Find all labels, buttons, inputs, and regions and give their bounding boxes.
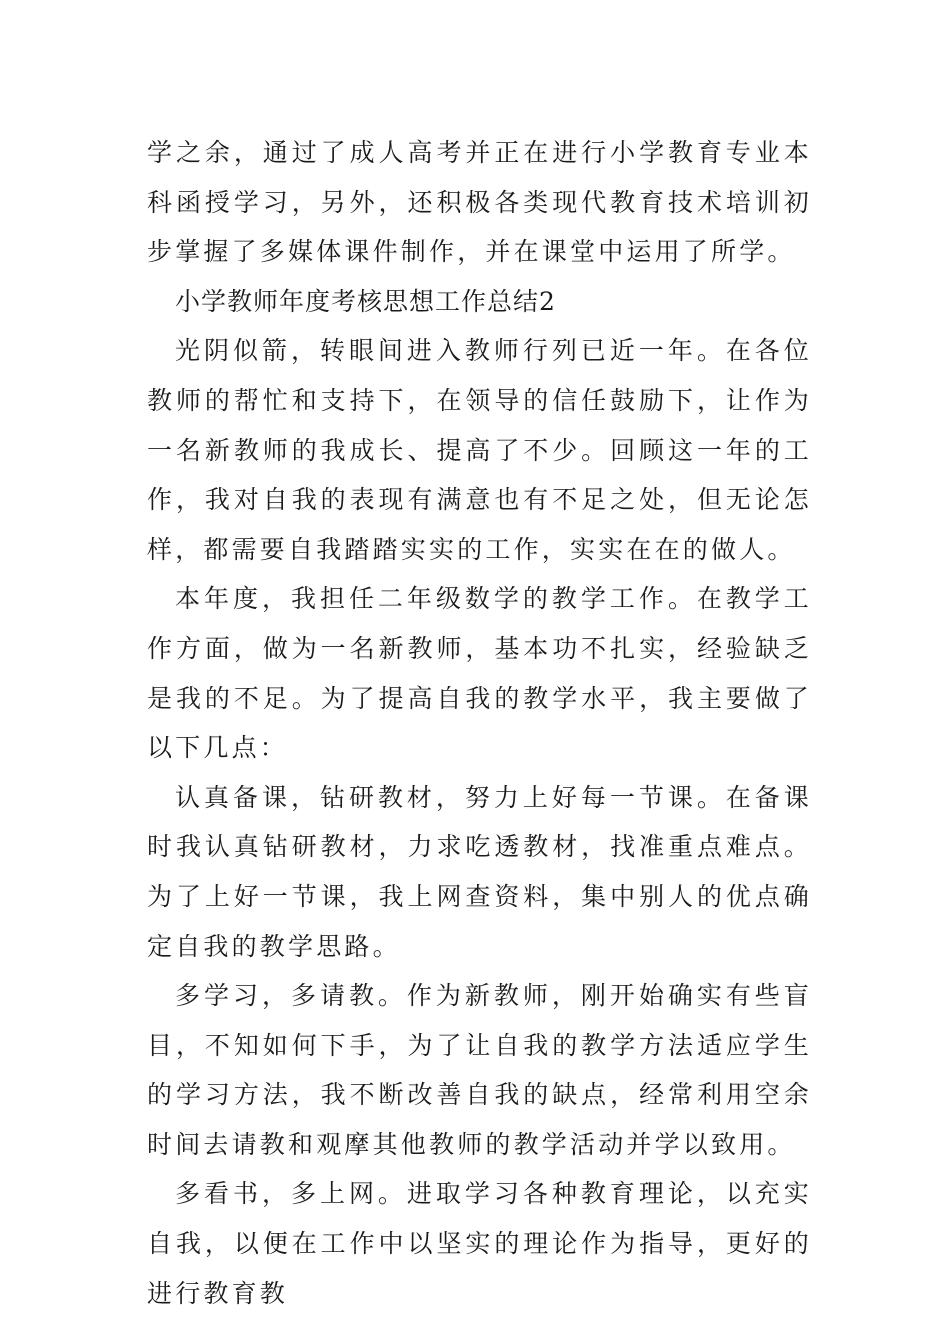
paragraph-intro: 光阴似箭，转眼间进入教师行列已近一年。在各位教师的帮忙和支持下，在领导的信任鼓励下，让作为一名新教师的我成长、提高了不少。回顾这一年的工作，我对自我的表现有满意也有不足之处，但无论怎样，都需要自我踏踏实实的工作，实实在在的做人。 [147,336,812,564]
section-heading: 小学教师年度考核思想工作总结2 [175,286,556,316]
document-body [147,128,812,1318]
paragraph-teaching-role: 本年度，我担任二年级数学的教学工作。在教学工作方面，做为一名新教师，基本功不扎实，经验缺乏是我的不足。为了提高自我的教学水平，我主要做了以下几点： [147,584,812,763]
paragraph-lesson-prep: 认真备课，钻研教材，努力上好每一节课。在备课时我认真钻研教材，力求吃透教材，找准重点难点。为了上好一节课，我上网查资料，集中别人的优点确定自我的教学思路。 [147,782,812,961]
paragraph-continuation: 学之余，通过了成人高考并正在进行小学教育专业本科函授学习，另外，还积极各类现代教育技术培训初步掌握了多媒体课件制作，并在课堂中运用了所学。 [147,138,812,267]
paragraph-learning: 多学习，多请教。作为新教师，刚开始确实有些盲目，不知如何下手，为了让自我的教学方法适应学生的学习方法，我不断改善自我的缺点，经常利用空余时间去请教和观摩其他教师的教学活动并学以致用。 [147,981,812,1159]
paragraph-reading: 多看书，多上网。进取学习各种教育理论，以充实自我，以便在工作中以坚实的理论作为指导，更好的进行教育教 [147,1179,812,1308]
